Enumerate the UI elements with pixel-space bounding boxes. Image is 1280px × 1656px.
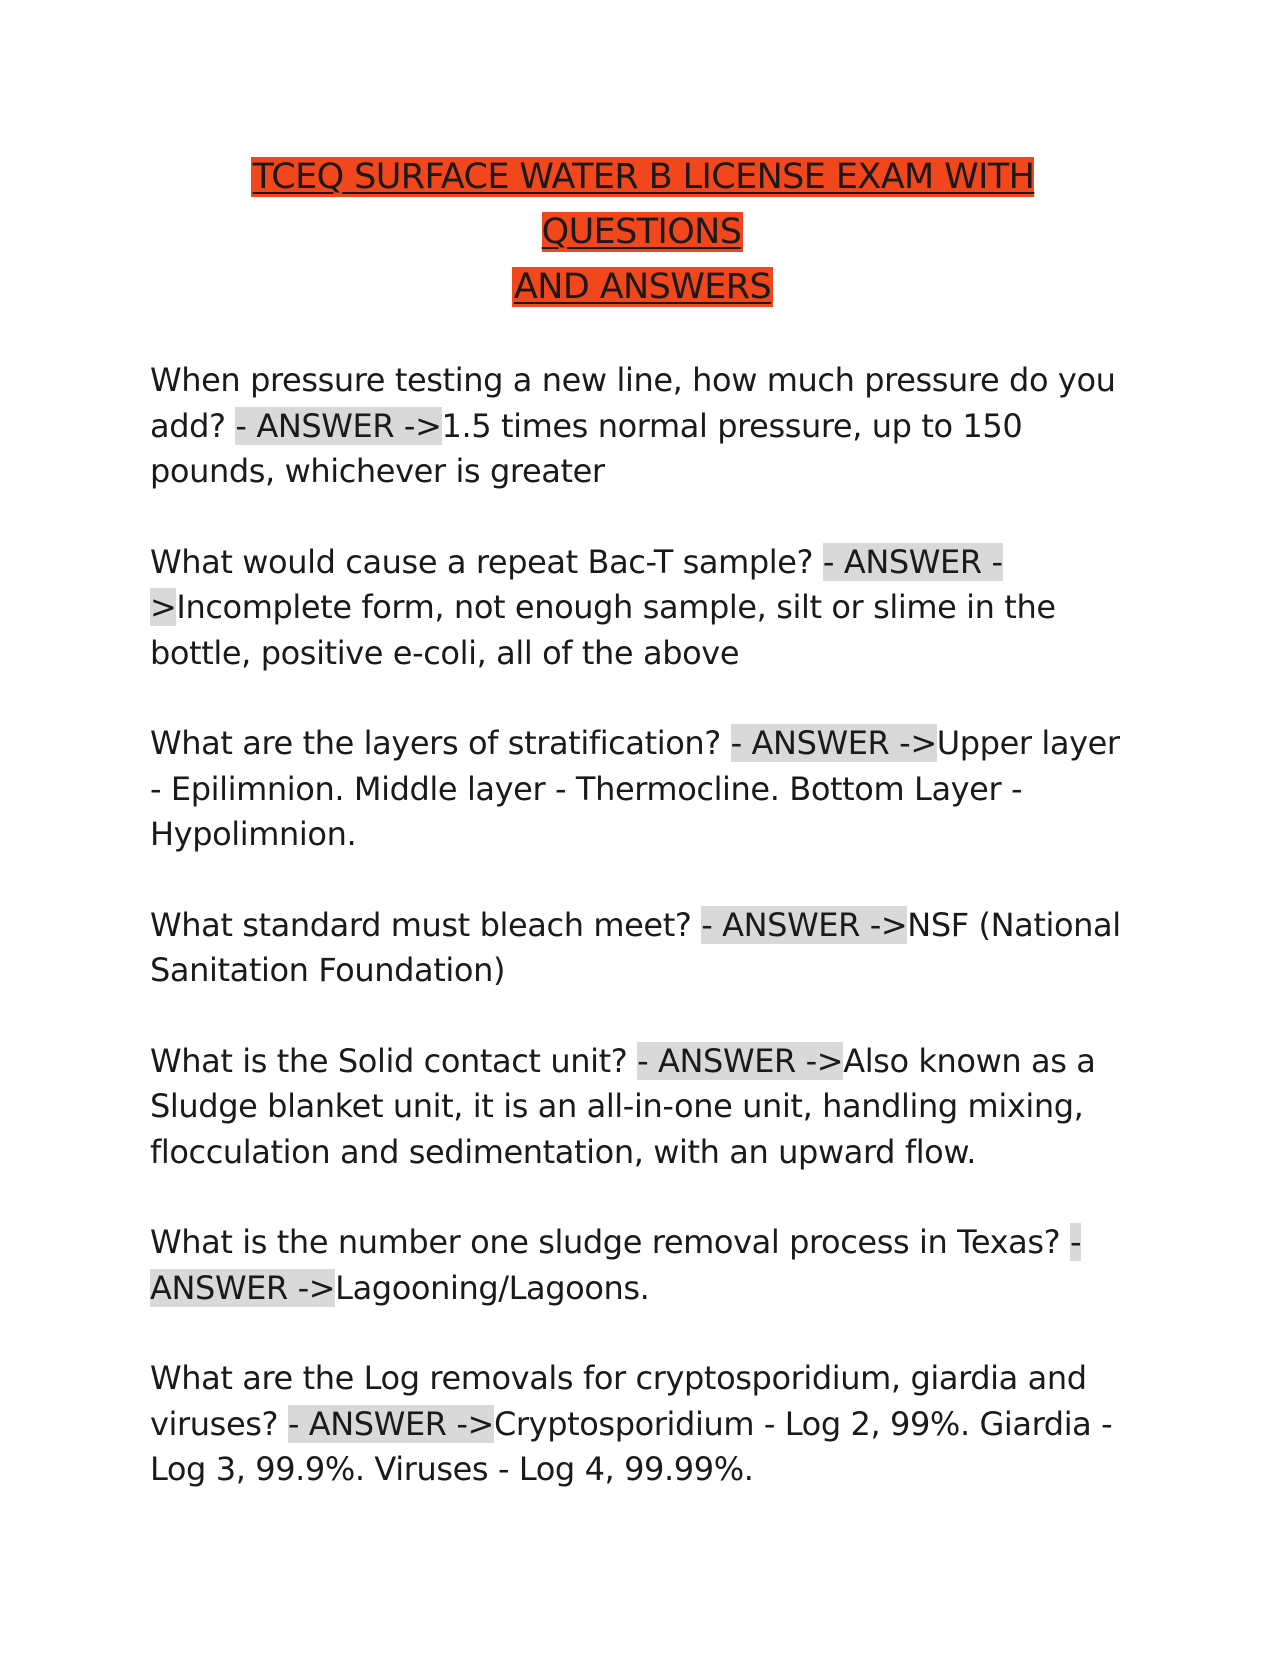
title-line-1: TCEQ SURFACE WATER B LICENSE EXAM WITH QUESTIONS [252, 157, 1035, 252]
question-text: What are the Log removals for cryptosporidium, giardia and viruses? [150, 1359, 1087, 1443]
question-text: What is the number one sludge removal process in Texas? [150, 1223, 1070, 1261]
qa-item-6 [150, 1220, 1135, 1311]
answer-marker: - ANSWER -> [150, 1223, 1082, 1307]
answer-text: 1.5 times normal pressure, up to 150 pounds, whichever is greater [150, 406, 1023, 490]
document-page [150, 150, 1135, 1538]
qa-item-2 [150, 540, 1135, 677]
answer-text: Cryptosporidium - Log 2, 99%. Giardia - Log 3, 99.9%. Viruses - Log 4, 99.99%. [150, 1404, 1113, 1488]
answer-text: Lagooning/Lagoons. [335, 1268, 650, 1307]
qa-item-4 [150, 903, 1135, 994]
question-text: What would cause a repeat Bac-T sample? [150, 542, 823, 581]
question-text: When pressure testing a new line, how much pressure do you add? [150, 361, 1116, 445]
title-line-2: AND ANSWERS [513, 267, 772, 307]
answer-marker: - ANSWER -> [637, 1041, 844, 1080]
qa-item-3 [150, 721, 1135, 858]
answer-text: NSF (National Sanitation Foundation) [150, 905, 1121, 989]
qa-item-7 [150, 1356, 1135, 1493]
question-text: What is the Solid contact unit? [150, 1041, 638, 1080]
document-title [150, 150, 1135, 315]
answer-marker: - ANSWER -> [150, 542, 1003, 626]
answer-marker: - ANSWER -> [701, 905, 908, 944]
answer-marker: - ANSWER -> [730, 724, 937, 762]
answer-text: Incomplete form, not enough sample, silt or slime in the bottle, positive e-coli, all of the above [150, 588, 1056, 672]
answer-text: Also known as a Sludge blanket unit, it is an all-in-one unit, handling mixing, flocculation and sedimentation, with an upward flow. [150, 1041, 1096, 1171]
answer-marker: - ANSWER -> [235, 406, 442, 445]
question-text: What are the layers of stratification? [150, 724, 731, 762]
answer-marker: - ANSWER -> [287, 1404, 494, 1443]
qa-item-1 [150, 358, 1135, 495]
question-text: What standard must bleach meet? [150, 905, 702, 944]
answer-text: Upper layer - Epilimnion. Middle layer - Thermocline. Bottom Layer - Hypolimnion. [150, 724, 1120, 853]
qa-item-5 [150, 1039, 1135, 1176]
